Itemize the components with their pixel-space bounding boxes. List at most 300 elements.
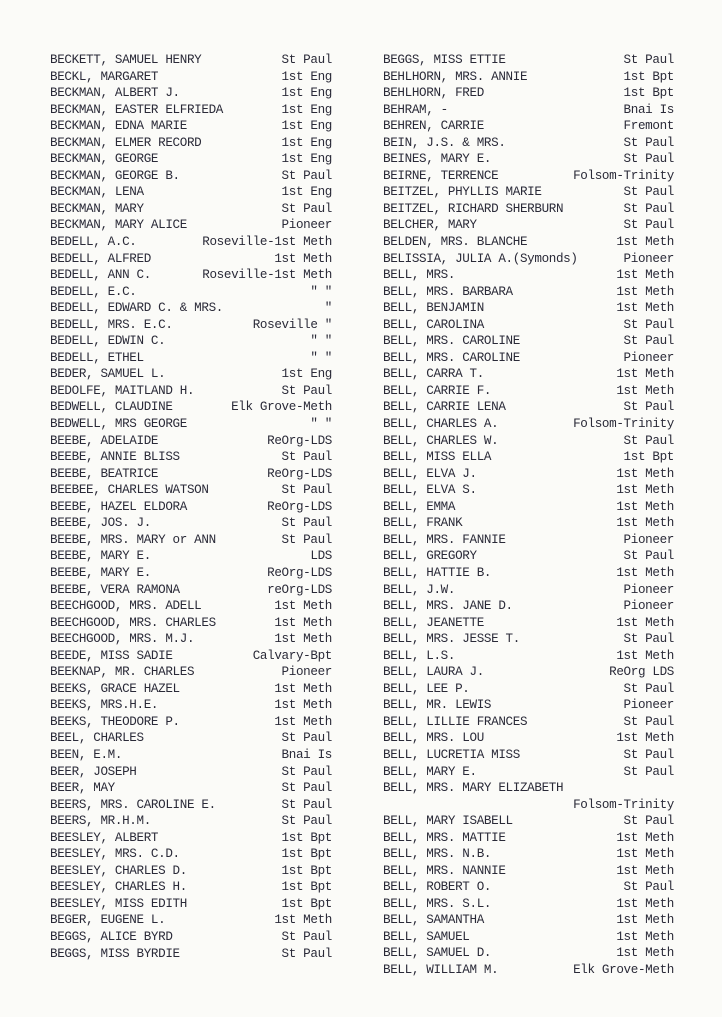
entry-name: BELL, L.S. [383, 648, 456, 663]
list-item [50, 780, 332, 797]
entry-church: 1st Meth [616, 896, 674, 911]
entry-name: BECKETT, SAMUEL HENRY [50, 53, 202, 67]
list-item [383, 168, 674, 185]
entry-name: BEESLEY, MISS EDITH [50, 896, 187, 911]
entry-church: St Paul [623, 152, 674, 167]
entry-name: BEER, JOSEPH [50, 764, 137, 779]
list-item [383, 118, 674, 135]
entry-church: " " [310, 417, 332, 432]
list-item [383, 366, 674, 383]
entry-church: Folsom-Trinity [573, 797, 674, 812]
list-item [50, 896, 332, 913]
entry-church: St Paul [623, 764, 674, 779]
entry-church: St Paul [281, 781, 332, 796]
entry-name: BEEKNAP, MR. CHARLES [50, 665, 195, 680]
entry-church: St Paul [623, 218, 674, 233]
entry-church: 1st Eng [281, 367, 332, 382]
entry-name: BEECHGOOD, MRS. CHARLES [50, 615, 216, 630]
entry-church: St Paul [281, 929, 332, 944]
entry-church: St Paul [281, 53, 332, 67]
entry-church: Elk Grove-Meth [231, 400, 332, 415]
entry-name: BEDWELL, MRS GEORGE [50, 417, 187, 432]
entry-church: St Paul [281, 450, 332, 465]
list-item [383, 830, 674, 847]
entry-name: BEGGS, ALICE BYRD [50, 929, 173, 944]
entry-name: BECKMAN, ALBERT J. [50, 86, 180, 101]
list-item [383, 350, 674, 367]
entry-name: BELL, MR. LEWIS [383, 698, 492, 713]
entry-church: Pioneer [623, 582, 674, 597]
entry-name: BELL, CAROLINA [383, 317, 484, 332]
entry-church: " [324, 301, 332, 316]
list-item [50, 317, 332, 334]
entry-name: BELL, MRS. MATTIE [383, 830, 506, 845]
entry-church: Bnai Is [623, 102, 674, 117]
list-item [50, 85, 332, 102]
entry-name: BEECHGOOD, MRS. ADELL [50, 599, 202, 614]
entry-church: 1st Meth [274, 681, 332, 696]
list-item [383, 747, 674, 764]
entry-name: BEDELL, A.C. [50, 235, 137, 250]
entry-name: BEDELL, MRS. E.C. [50, 317, 173, 332]
entry-name: BELL, FRANK [383, 516, 463, 531]
entry-name: BEESLEY, MRS. C.D. [50, 847, 180, 862]
entry-name: BELL, MRS. NANNIE [383, 863, 506, 878]
list-item [50, 399, 332, 416]
entry-church: reOrg-LDS [267, 582, 332, 597]
entry-name: BELL, CARRIE LENA [383, 400, 506, 415]
entry-name: BEEKS, THEODORE P. [50, 714, 180, 729]
entry-church: " " [310, 334, 332, 349]
entry-church: 1st Meth [616, 268, 674, 283]
entry-church: 1st Meth [274, 714, 332, 729]
entry-church: 1st Meth [274, 698, 332, 713]
list-item [50, 797, 332, 814]
entry-name: BELL, MRS. N.B. [383, 847, 492, 862]
entry-church: ReOrg-LDS [267, 433, 332, 448]
entry-name: BEEBE, HAZEL ELDORA [50, 499, 187, 514]
entry-church: St Paul [623, 334, 674, 349]
entry-name: BELL, MRS. JANE D. [383, 599, 513, 614]
entry-church: 1st Bpt [281, 830, 332, 845]
entry-church: St Paul [281, 516, 332, 531]
list-item [50, 879, 332, 896]
entry-name: BELL, BENJAMIN [383, 301, 484, 316]
list-item [50, 416, 332, 433]
entry-church: 1st Meth [616, 284, 674, 299]
list-item [50, 499, 332, 516]
list-item [50, 383, 332, 400]
list-item [50, 532, 332, 549]
entry-name: BELL, MRS. MARY ELIZABETH [383, 781, 564, 796]
entry-church: St Paul [623, 400, 674, 415]
entry-name: BELL, MRS. CAROLINE [383, 350, 520, 365]
list-item [383, 764, 674, 781]
entry-name: BEESLEY, ALBERT [50, 830, 159, 845]
list-item [383, 52, 674, 69]
entry-name: BELCHER, MARY [383, 218, 477, 233]
entry-name: BELL, MRS. BARBARA [383, 284, 513, 299]
list-item [383, 135, 674, 152]
entry-name: BEHLHORN, FRED [383, 86, 484, 101]
list-item [383, 648, 674, 665]
list-item [383, 333, 674, 350]
list-item [50, 333, 332, 350]
entry-church: " " [310, 284, 332, 299]
entry-name: BEECHGOOD, MRS. M.J. [50, 632, 195, 647]
entry-name: BEEBE, MARY E. [50, 549, 151, 564]
entry-church: 1st Meth [616, 830, 674, 845]
list-item [50, 52, 332, 69]
entry-church: Calvary-Bpt [252, 648, 332, 663]
list-item [383, 184, 674, 201]
list-item [50, 102, 332, 119]
entry-church: 1st Meth [616, 913, 674, 928]
entry-church: Roseville " [252, 317, 332, 332]
list-item [50, 151, 332, 168]
entry-church: 1st Meth [616, 499, 674, 514]
entry-church: St Paul [623, 632, 674, 647]
entry-church: St Paul [281, 764, 332, 779]
entry-name: BECKMAN, ELMER RECORD [50, 135, 202, 150]
entry-name: BEDELL, ETHEL [50, 350, 144, 365]
list-item [50, 697, 332, 714]
entry-name: BELL, MISS ELLA [383, 450, 492, 465]
entry-name: BELL, ELVA J. [383, 466, 477, 481]
list-item [383, 466, 674, 483]
entry-church: Pioneer [281, 218, 332, 233]
list-item [383, 284, 674, 301]
entry-church: ReOrg LDS [609, 665, 674, 680]
list-item [50, 912, 332, 929]
list-item [383, 399, 674, 416]
entry-church: St Paul [623, 185, 674, 200]
entry-name: BEITZEL, PHYLLIS MARIE [383, 185, 542, 200]
list-item [383, 615, 674, 632]
entry-name: BELL, SAMUEL [383, 929, 470, 944]
entry-church: 1st Eng [281, 185, 332, 200]
entry-name: BELL, MARY ISABELL [383, 814, 513, 829]
list-item [50, 449, 332, 466]
entry-name: BELL, MRS. S.L. [383, 896, 492, 911]
list-item [50, 251, 332, 268]
entry-church: Elk Grove-Meth [573, 962, 674, 977]
entry-church: Pioneer [623, 251, 674, 266]
list-item [50, 284, 332, 301]
list-item [50, 681, 332, 698]
entry-name: BELL, MRS. [383, 268, 456, 283]
entry-name: BEESLEY, CHARLES H. [50, 880, 187, 895]
list-item [383, 863, 674, 880]
entry-church: 1st Meth [616, 235, 674, 250]
entry-name: BEHLHORN, MRS. ANNIE [383, 69, 528, 84]
list-item [383, 433, 674, 450]
entry-church: 1st Eng [281, 119, 332, 134]
entry-church: St Paul [623, 549, 674, 564]
entry-name: BEEBE, JOS. J. [50, 516, 151, 531]
list-item [50, 300, 332, 317]
list-item [383, 730, 674, 747]
entry-church: St Paul [281, 797, 332, 812]
entry-church: St Paul [623, 433, 674, 448]
entry-church: Pioneer [623, 350, 674, 365]
entry-name: BEEL, CHARLES [50, 731, 144, 746]
entry-name: BEDELL, ALFRED [50, 251, 151, 266]
entry-church: St Paul [623, 53, 674, 67]
list-item [383, 267, 674, 284]
list-item [383, 565, 674, 582]
list-item [383, 317, 674, 334]
entry-church: 1st Meth [274, 913, 332, 928]
entry-name: BELL, SAMUEL D. [383, 946, 492, 961]
entry-church: St Paul [623, 814, 674, 829]
entry-name: BECKMAN, MARY [50, 201, 144, 216]
list-item [383, 449, 674, 466]
entry-name: BELL, CARRA T. [383, 367, 484, 382]
list-item [383, 151, 674, 168]
entry-name: BEERS, MR.H.M. [50, 814, 151, 829]
list-item [383, 945, 674, 962]
entry-name: BELISSIA, JULIA A.(Symonds) [383, 251, 578, 266]
list-item [383, 780, 674, 813]
entry-name: BEGGS, MISS BYRDIE [50, 946, 180, 961]
list-item [383, 416, 674, 433]
list-item [383, 664, 674, 681]
entry-name: BELL, CARRIE F. [383, 383, 492, 398]
entry-name: BEEBEE, CHARLES WATSON [50, 483, 209, 498]
entry-church: Roseville-1st Meth [202, 235, 332, 250]
list-item [50, 714, 332, 731]
entry-name: BEEBE, MRS. MARY or ANN [50, 532, 216, 547]
entry-name: BELL, SAMANTHA [383, 913, 484, 928]
list-item [383, 482, 674, 499]
entry-church: St Paul [281, 483, 332, 498]
list-item [383, 69, 674, 86]
entry-name: BEGER, EUGENE L. [50, 913, 166, 928]
entry-name: BELL, JEANETTE [383, 615, 484, 630]
entry-name: BECKMAN, MARY ALICE [50, 218, 187, 233]
list-item [383, 234, 674, 251]
entry-church: St Paul [623, 681, 674, 696]
entry-name: BELL, EMMA [383, 499, 456, 514]
list-item [50, 582, 332, 599]
list-item [50, 830, 332, 847]
entry-name: BELL, MRS. LOU [383, 731, 484, 746]
entry-name: BECKMAN, GEORGE [50, 152, 159, 167]
entry-name: BEDELL, EDWIN C. [50, 334, 166, 349]
entry-name: BEEBE, BEATRICE [50, 466, 159, 481]
entry-name: BEINES, MARY E. [383, 152, 492, 167]
list-item [383, 813, 674, 830]
list-item [383, 598, 674, 615]
list-item [383, 251, 674, 268]
list-item [50, 615, 332, 632]
entry-church: 1st Bpt [623, 69, 674, 84]
list-item [50, 946, 332, 963]
list-item [383, 631, 674, 648]
entry-name: BELL, J.W. [383, 582, 456, 597]
entry-church: 1st Meth [274, 251, 332, 266]
entry-name: BELL, WILLIAM M. [383, 962, 499, 977]
entry-name: BEERS, MRS. CAROLINE E. [50, 797, 216, 812]
list-item [383, 582, 674, 599]
entry-church: St Paul [281, 814, 332, 829]
list-item [50, 118, 332, 135]
list-item [383, 499, 674, 516]
entry-church: Pioneer [623, 698, 674, 713]
entry-church: 1st Meth [616, 863, 674, 878]
entry-church: 1st Eng [281, 102, 332, 117]
entry-name: BELL, LUCRETIA MISS [383, 747, 520, 762]
entry-church: 1st Meth [274, 632, 332, 647]
list-item [50, 234, 332, 251]
entry-name: BEEBE, MARY E. [50, 565, 151, 580]
entry-church: LDS [310, 549, 332, 564]
list-item [50, 515, 332, 532]
entry-church: Roseville-1st Meth [202, 268, 332, 283]
list-item [50, 747, 332, 764]
list-item [50, 631, 332, 648]
list-item [50, 201, 332, 218]
list-item [383, 85, 674, 102]
entry-name: BELL, MRS. CAROLINE [383, 334, 520, 349]
list-item [383, 697, 674, 714]
list-item [50, 433, 332, 450]
entry-church: 1st Meth [616, 615, 674, 630]
entry-church: St Paul [623, 317, 674, 332]
entry-name: BEITZEL, RICHARD SHERBURN [383, 201, 564, 216]
entry-church: 1st Meth [616, 731, 674, 746]
list-item [50, 730, 332, 747]
entry-church: St Paul [281, 168, 332, 183]
entry-name: BEDWELL, CLAUDINE [50, 400, 173, 415]
entry-name: BECKMAN, EASTER ELFRIEDA [50, 102, 223, 117]
entry-church: St Paul [623, 201, 674, 216]
entry-church: St Paul [281, 201, 332, 216]
entry-church: 1st Bpt [281, 847, 332, 862]
entry-church: 1st Meth [616, 946, 674, 961]
entry-church: 1st Eng [281, 69, 332, 84]
entry-name: BELL, GREGORY [383, 549, 477, 564]
entry-church: 1st Eng [281, 135, 332, 150]
list-item [50, 764, 332, 781]
entry-name: BEDELL, EDWARD C. & MRS. [50, 301, 223, 316]
list-item [383, 681, 674, 698]
list-item [50, 863, 332, 880]
entry-name: BELL, CHARLES W. [383, 433, 499, 448]
entry-name: BEHRAM, - [383, 102, 448, 117]
entry-church: ReOrg-LDS [267, 499, 332, 514]
list-item [383, 102, 674, 119]
entry-name: BELL, CHARLES A. [383, 417, 499, 432]
entry-church: Pioneer [623, 599, 674, 614]
list-item [383, 217, 674, 234]
entry-name: BEGGS, MISS ETTIE [383, 53, 506, 67]
entry-church: 1st Meth [616, 929, 674, 944]
entry-name: BELL, HATTIE B. [383, 565, 492, 580]
list-item [50, 350, 332, 367]
list-item [383, 548, 674, 565]
list-item [50, 565, 332, 582]
entry-church: Folsom-Trinity [573, 417, 674, 432]
entry-church: 1st Meth [274, 599, 332, 614]
entry-name: BECKL, MARGARET [50, 69, 159, 84]
list-item [383, 962, 674, 979]
entry-church: 1st Meth [274, 615, 332, 630]
entry-name: BELL, LAURA J. [383, 665, 484, 680]
entry-name: BEIRNE, TERRENCE [383, 168, 499, 183]
list-item [383, 300, 674, 317]
entry-church: 1st Eng [281, 152, 332, 167]
left-column [50, 52, 332, 962]
entry-church: ReOrg-LDS [267, 466, 332, 481]
entry-church: Bnai Is [281, 747, 332, 762]
entry-name: BEEDE, MISS SADIE [50, 648, 173, 663]
entry-name: BELL, MRS. JESSE T. [383, 632, 520, 647]
entry-name: BEESLEY, CHARLES D. [50, 863, 187, 878]
entry-church: 1st Bpt [623, 450, 674, 465]
entry-name: BEDELL, E.C. [50, 284, 137, 299]
list-item [383, 896, 674, 913]
entry-name: BECKMAN, GEORGE B. [50, 168, 180, 183]
entry-name: BELL, MRS. FANNIE [383, 532, 506, 547]
list-item [383, 383, 674, 400]
list-item [50, 548, 332, 565]
list-item [383, 879, 674, 896]
entry-church: 1st Bpt [623, 86, 674, 101]
entry-name: BEHREN, CARRIE [383, 119, 484, 134]
entry-name: BEEN, E.M. [50, 747, 123, 762]
list-item [383, 929, 674, 946]
list-item [383, 201, 674, 218]
entry-church: 1st Meth [616, 483, 674, 498]
entry-name: BELL, MARY E. [383, 764, 477, 779]
list-item [50, 135, 332, 152]
list-item [383, 912, 674, 929]
entry-name: BEIN, J.S. & MRS. [383, 135, 506, 150]
list-item [50, 69, 332, 86]
entry-name: BEEBE, VERA RAMONA [50, 582, 180, 597]
entry-church: 1st Bpt [281, 863, 332, 878]
entry-church: St Paul [623, 714, 674, 729]
entry-name: BEEBE, ADELAIDE [50, 433, 159, 448]
entry-church: ReOrg-LDS [267, 565, 332, 580]
right-column [383, 52, 674, 979]
entry-church: Folsom-Trinity [573, 168, 674, 183]
list-item [50, 217, 332, 234]
entry-church: 1st Meth [616, 383, 674, 398]
entry-church: 1st Bpt [281, 896, 332, 911]
list-item [50, 664, 332, 681]
entry-name: BELL, ROBERT O. [383, 880, 492, 895]
entry-name: BEER, MAY [50, 781, 115, 796]
entry-name: BEEBE, ANNIE BLISS [50, 450, 180, 465]
entry-church: " " [310, 350, 332, 365]
list-item [50, 466, 332, 483]
list-item [50, 482, 332, 499]
entry-church: 1st Meth [616, 367, 674, 382]
entry-church: St Paul [623, 880, 674, 895]
entry-church: St Paul [281, 946, 332, 961]
entry-church: 1st Meth [616, 648, 674, 663]
entry-church: 1st Bpt [281, 880, 332, 895]
entry-church: 1st Eng [281, 86, 332, 101]
entry-name: BEDOLFE, MAITLAND H. [50, 383, 195, 398]
entry-name: BEEKS, GRACE HAZEL [50, 681, 180, 696]
list-item [383, 515, 674, 532]
entry-name: BECKMAN, LENA [50, 185, 144, 200]
list-item [50, 929, 332, 946]
